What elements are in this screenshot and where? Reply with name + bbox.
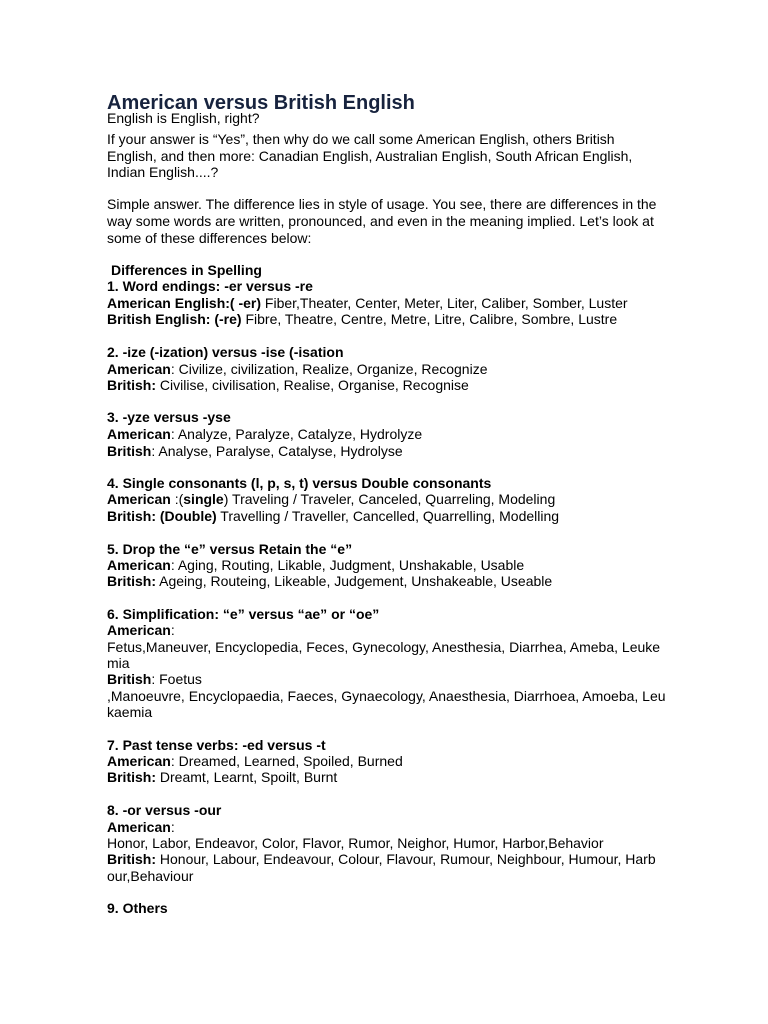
british-line: [107, 573, 552, 590]
american-text-line: Fetus,Maneuver, Encyclopedia, Feces, Gynecology, Anesthesia, Diarrhea, Ameba, Leuke: [107, 639, 661, 655]
british-line: [107, 508, 559, 525]
intro-line: some of these differences below:: [107, 230, 312, 246]
british-text: Dreamt, Learnt, Spoilt, Burnt: [156, 769, 338, 785]
american-text: : Dreamed, Learned, Spoiled, Burned: [170, 753, 403, 769]
american-line: [107, 557, 524, 574]
british-line: [107, 671, 202, 688]
british-label: British:: [107, 769, 156, 785]
british-line: [107, 851, 656, 868]
subsection-heading: 4. Single consonants (l, p, s, t) versus Double consonants: [107, 475, 492, 491]
american-label: American: [107, 557, 171, 573]
american-text: ) Traveling / Traveler, Canceled, Quarreling, Modeling: [223, 491, 556, 507]
british-text: : Foetus: [151, 671, 202, 687]
british-text: Travelling / Traveller, Cancelled, Quarrelling, Modelling: [216, 508, 560, 524]
american-line: [107, 361, 488, 378]
british-text: : Analyse, Paralyse, Catalyse, Hydrolyse: [151, 443, 403, 459]
intro-line: Simple answer. The difference lies in style of usage. You see, there are differences in the: [107, 196, 657, 212]
single-label: single: [183, 491, 224, 507]
british-line: [107, 443, 403, 460]
american-text: : Aging, Routing, Likable, Judgment, Unshakable, Usable: [170, 557, 525, 573]
british-label: British: (Double): [107, 508, 217, 524]
section-heading: Differences in Spelling: [111, 262, 262, 278]
page-title: American versus British English: [107, 92, 415, 114]
american-text: : Analyze, Paralyze, Catalyze, Hydrolyze: [170, 426, 423, 442]
american-line: [107, 622, 175, 639]
american-line: [107, 295, 628, 312]
intro-line: If your answer is “Yes”, then why do we call some American English, others British: [107, 131, 615, 147]
subsection-heading: 3. -yze versus -yse: [107, 409, 231, 425]
american-text: :(: [170, 491, 184, 507]
american-label: American: [107, 426, 171, 442]
american-text: :: [170, 622, 175, 638]
american-text: :: [170, 819, 175, 835]
british-text-line: kaemia: [107, 704, 153, 720]
american-label: American: [107, 622, 171, 638]
american-text-line: mia: [107, 655, 130, 671]
subsection-heading: 7. Past tense verbs: -ed versus -t: [107, 737, 326, 753]
intro-line: Indian English....?: [107, 164, 219, 180]
british-text: Ageing, Routeing, Likeable, Judgement, Unshakeable, Useable: [156, 573, 553, 589]
american-text-line: Honor, Labor, Endeavor, Color, Flavor, Rumor, Neighor, Humor, Harbor,Behavior: [107, 835, 604, 851]
subsection-heading: 2. -ize (-ization) versus -ise (-isation: [107, 344, 344, 360]
intro-line: English, and then more: Canadian English, Australian English, South African English,: [107, 148, 633, 164]
subsection-heading: 9. Others: [107, 900, 168, 916]
american-label: American English:( -er): [107, 295, 262, 311]
subsection-heading: 1. Word endings: -er versus -re: [107, 278, 313, 294]
american-label: American: [107, 361, 171, 377]
british-text: Fibre, Theatre, Centre, Metre, Litre, Calibre, Sombre, Lustre: [241, 311, 618, 327]
british-label: British:: [107, 573, 156, 589]
british-label: British English: (-re): [107, 311, 242, 327]
subsection-heading: 8. -or versus -our: [107, 802, 222, 818]
american-line: [107, 819, 175, 836]
american-text: Fiber,Theater, Center, Meter, Liter, Caliber, Somber, Luster: [261, 295, 628, 311]
british-text: Civilise, civilisation, Realise, Organise, Recognise: [156, 377, 469, 393]
british-text: Honour, Labour, Endeavour, Colour, Flavour, Rumour, Neighbour, Humour, Harb: [156, 851, 656, 867]
british-line: [107, 377, 469, 394]
subsection-heading: 5. Drop the “e” versus Retain the “e”: [107, 541, 353, 557]
british-label: British:: [107, 377, 156, 393]
intro-line: way some words are written, pronounced, and even in the meaning implied. Let’s look at: [107, 213, 654, 229]
british-label: British:: [107, 851, 156, 867]
british-line: [107, 769, 337, 786]
american-line: [107, 753, 403, 770]
british-label: British: [107, 671, 152, 687]
british-text-line: ,Manoeuvre, Encyclopaedia, Faeces, Gynaecology, Anaesthesia, Diarrhoea, Amoeba, Leu: [107, 688, 666, 704]
british-label: British: [107, 443, 152, 459]
american-label: American: [107, 491, 171, 507]
american-text: : Civilize, civilization, Realize, Organize, Recognize: [170, 361, 488, 377]
american-line: [107, 491, 555, 508]
american-label: American: [107, 753, 171, 769]
american-line: [107, 426, 422, 443]
subsection-heading: 6. Simplification: “e” versus “ae” or “oe”: [107, 606, 380, 622]
american-label: American: [107, 819, 171, 835]
intro-line: English is English, right?: [107, 110, 260, 126]
british-text-line: our,Behaviour: [107, 868, 194, 884]
british-line: [107, 311, 617, 328]
